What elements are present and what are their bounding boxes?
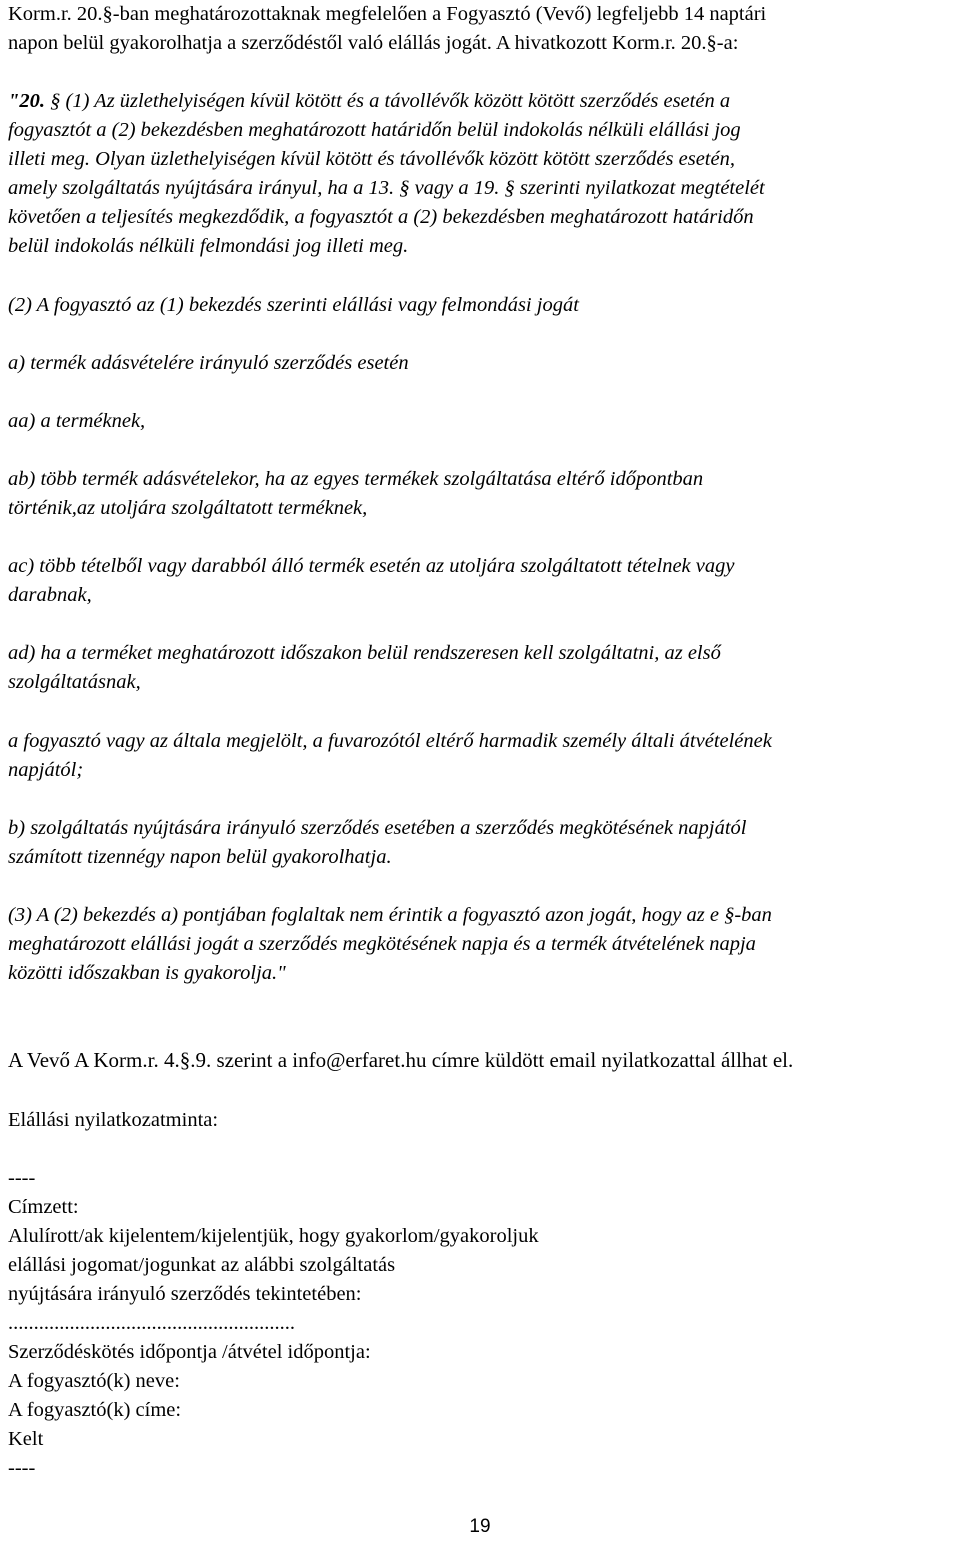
form-line: A fogyasztó(k) neve: [8,1370,180,1392]
intro-line-2: napon belül gyakorolhatja a szerződéstől való elállás jogát. A hivatkozott Korm.r. 20.§-a: [8,32,739,54]
quote-p1-line-6: belül indokolás nélküli felmondási jog illeti meg. [8,235,409,257]
quote-paragraph-7: ad) ha a terméket meghatározott időszakon belül rendszeresen kell szolgáltatni, az első szolgáltatásnak, [8,642,721,693]
form-title: Elállási nyilatkozatminta: [8,1109,219,1131]
quote-paragraph-5: ab) több termék adásvételekor, ha az egyes termékek szolgáltatása eltérő időpontban történik,az utoljára szolgáltatott terméknek, [8,468,704,519]
form-line: Szerződéskötés időpontja /átvétel időpontja: [8,1341,371,1363]
form-line: Alulírott/ak kijelentem/kijelentjük, hogy gyakorlom/gyakoroljuk [8,1225,539,1247]
quote-p1-line-4: amely szolgáltatás nyújtására irányul, ha a 13. § vagy a 19. § szerinti nyilatkozat megtételét [8,177,765,199]
form-line: Címzett: [8,1196,79,1218]
quote-p1-line-2: fogyasztót a (2) bekezdésben meghatározott határidőn belül indokolás nélküli elállási jog [8,119,741,141]
form-line: nyújtására irányuló szerződés tekintetében: [8,1283,362,1305]
form-line: ---- [8,1167,36,1189]
form-line: Kelt [8,1428,44,1450]
quote-paragraph-4: aa) a terméknek, [8,410,146,432]
form-line: A fogyasztó(k) címe: [8,1399,182,1421]
section-number: "20. [8,90,51,112]
quote-paragraph-2: (2) A fogyasztó az (1) bekezdés szerinti elállási vagy felmondási jogát [8,294,579,316]
quote-paragraph-8: a fogyasztó vagy az általa megjelölt, a fuvarozótól eltérő harmadik személy általi átvételének napjától; [8,730,772,781]
quote-paragraph-1 [8,87,765,261]
form-line: elállási jogomat/jogunkat az alábbi szolgáltatás [8,1254,396,1276]
quote-paragraph-3: a) termék adásvételére irányuló szerződés esetén [8,352,409,374]
quote-paragraph-6: ac) több tételből vagy darabból álló termék esetén az utoljára szolgáltatott tételnek vagy darabnak, [8,555,735,606]
intro-line-1: Korm.r. 20.§-ban meghatározottaknak megfelelően a Fogyasztó (Vevő) legfeljebb 14 naptári [8,3,767,25]
form-line: ........................................................ [8,1312,295,1334]
quote-p1-line-1: "20. § (1) Az üzlethelyiségen kívül kötött és a távollévők között kötött szerződés esetén a [8,90,731,112]
form-line: ---- [8,1457,36,1479]
withdrawal-form-template [8,1164,539,1483]
quote-paragraph-10: (3) A (2) bekezdés a) pontjában foglaltak nem érintik a fogyasztó azon jogát, hogy az e §-ban meghatározott elállási jogát a szerződés megkötésének napja és a termék átvételének napja közötti időszakban is gyakorolja." [8,904,772,984]
intro-paragraph [8,0,766,58]
quote-p1-line-3: illeti meg. Olyan üzlethelyiségen kívül kötött és távollévők között kötött szerződés esetén, [8,148,735,170]
contact-paragraph: A Vevő A Korm.r. 4.§.9. szerint a info@erfaret.hu címre küldött email nyilatkozattal állhat el. [8,1048,794,1072]
quote-p1-line-5: követően a teljesítés megkezdődik, a fogyasztót a (2) bekezdésben meghatározott határidőn [8,206,754,228]
page-number: 19 [469,1516,491,1537]
quote-paragraph-9: b) szolgáltatás nyújtására irányuló szerződés esetében a szerződés megkötésének napjától számított tizennégy napon belül gyakorolhatja. [8,817,747,868]
